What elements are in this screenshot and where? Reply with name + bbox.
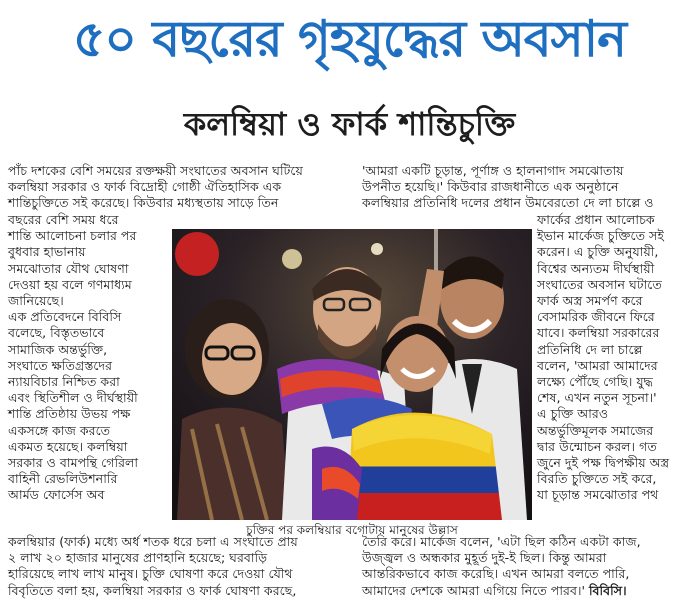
right-top-text (362, 163, 692, 212)
text-line: উজ্জ্বল ও অন্ধকার মুহূর্ত দুই-ই ছিল। কিন্তু আমরা (362, 550, 607, 566)
text-line: জুনে দুই পক্ষ দ্বিপক্ষীয় অস্ত্র (537, 455, 670, 471)
text-line: শান্তিচুক্তিতে সই করেছে। কিউবার মধ্যস্থতায় সাড়ে তিন (8, 195, 279, 211)
text-line: আন্তরিকভাবে কাজ করেছি। এখন আমরা বলতে পারি, (362, 566, 630, 582)
text-line: ২ লাখ ২০ হাজার মানুষের প্রাণহানি হয়েছে; ঘরবাড়ি (8, 550, 268, 566)
text-line: পাঁচ দশকের বেশি সময়ের রক্তক্ষয়ী সংঘাতের অবসান ঘটিয়ে (8, 163, 303, 178)
right-column-text (537, 212, 692, 504)
text-line: ন্যায়বিচার নিশ্চিত করা (8, 374, 120, 390)
text-line: বাহিনী রেভলিউশনারি (8, 471, 118, 487)
news-photo (172, 229, 532, 520)
credit: বিবিসি। (588, 582, 627, 598)
right-bottom-text (362, 534, 692, 599)
text-line: অন্তর্ভুক্তিমূলক সমাজের (537, 422, 654, 438)
text-line (362, 583, 692, 599)
text-line: প্রতিনিধি দে লা চাল্লে (537, 341, 643, 357)
text-line: সামাজিক অন্তর্ভুক্তি, (8, 341, 108, 357)
text-line: ফার্কের প্রধান আলোচক (537, 212, 655, 227)
text-line: এবং স্থিতিশীল ও দীর্ঘস্থায়ী (8, 390, 138, 406)
text-line: সরকার ও বামপন্থি গেরিলা (8, 455, 139, 471)
text-line: সমঝোতার যৌথ ঘোষণা (8, 260, 129, 276)
text-line: কলম্বিয়ার প্রতিনিধি দলের প্রধান উমবেরতো দে লা চাল্লে ও (362, 195, 654, 211)
text-line: ফার্ক অস্ত্র সমর্পণ করে (537, 293, 643, 309)
text-line: বুধবার হাভানায় (8, 244, 86, 260)
left-top-text (8, 163, 350, 212)
left-bottom-text (8, 534, 350, 599)
text-line: ইভান মার্কেজ চুক্তিতে সই (537, 228, 664, 244)
text-line: একসঙ্গে কাজ করতে (8, 422, 111, 438)
text-line: বিবৃতিতে বলা হয়, কলম্বিয়া সরকার ও ফার্ক ঘোষণা করছে, (8, 582, 297, 598)
text-line: যাবে। কলম্বিয়া সরকারের (537, 325, 660, 341)
text-line: আর্মড ফোর্সেস অব (8, 487, 105, 503)
text-line: শান্তি প্রতিষ্ঠায় উভয় পক্ষ (8, 406, 131, 422)
text-line: লক্ষ্যে পৌঁছে গেছি। যুদ্ধ (537, 374, 653, 390)
text-line-segment: আমাদের দেশকে আমরা এগিয়ে নিতে পারব।' (362, 582, 585, 598)
text-line: এক প্রতিবেদনে বিবিসি (8, 309, 122, 325)
subheadline: কলম্বিয়া ও ফার্ক শান্তিচুক্তি (183, 105, 516, 143)
text-line: কলম্বিয়ার (ফার্ক) মধ্যে অর্ধ শতক ধরে চলা এ সংঘাতে প্রায় (8, 534, 298, 549)
text-line: বেসামরিক জীবনে ফিরে (537, 309, 655, 325)
text-line: জানিয়েছে। (8, 293, 64, 309)
text-line: যা চূড়ান্ত সমঝোতার পথ (537, 487, 659, 503)
text-line: বিরতি চুক্তিতে সই করে, (537, 471, 657, 487)
text-line: দ্বার উন্মোচন করল। গত (537, 438, 657, 454)
text-line: সংঘাতের অবসান ঘটাতে (537, 276, 662, 292)
text-line: উপনীত হয়েছি।' কিউবার রাজধানীতে এক অনুষ্ঠানে (362, 179, 619, 195)
text-line: করেন। এ চুক্তি অনুযায়ী, (537, 244, 659, 260)
text-line: শান্তি আলোচনা চলার পর (8, 228, 137, 244)
text-line: বিশ্বের অন্যতম দীর্ঘস্থায়ী (537, 260, 655, 276)
text-line: বছরের বেশি সময় ধরে (8, 212, 119, 227)
text-line: একমত হয়েছে। কলম্বিয়া (8, 438, 128, 454)
text-line: শেষ, এখন নতুন সূচনা।' (537, 390, 657, 406)
photo-caption: চুক্তির পর কলম্বিয়ার বগোটায় মানুষের উল্লাস (246, 523, 458, 537)
text-line: তৈরি করে। মার্কেজ বলেন, 'এটা ছিল কঠিন একটা কাজ, (362, 534, 641, 549)
text-line: এ চুক্তি আরও (537, 406, 609, 422)
text-line: 'আমরা একটি চূড়ান্ত, পূর্ণাঙ্গ ও হালনাগাদ সমঝোতায় (362, 163, 624, 178)
crowd-photo-illustration (172, 229, 532, 520)
text-line: দেওয়া হয় বলে গণমাধ্যম (8, 276, 132, 292)
text-line: সংঘাতে ক্ষতিগ্রস্তদের (8, 357, 113, 373)
text-line: বলেন, 'আমরা আমাদের (537, 357, 658, 373)
text-line: কলম্বিয়া সরকার ও ফার্ক বিদ্রোহী গোষ্ঠী ঐতিহাসিক এক (8, 179, 282, 195)
text-line: হারিয়েছে লাখ লাখ মানুষ। চুক্তি ঘোষণা করে দেওয়া যৌথ (8, 566, 293, 582)
text-line: বলেছে, বিস্তৃতভাবে (8, 325, 105, 341)
left-column-text (8, 212, 168, 504)
headline: ৫০ বছরের গৃহযুদ্ধের অবসান (72, 10, 626, 68)
